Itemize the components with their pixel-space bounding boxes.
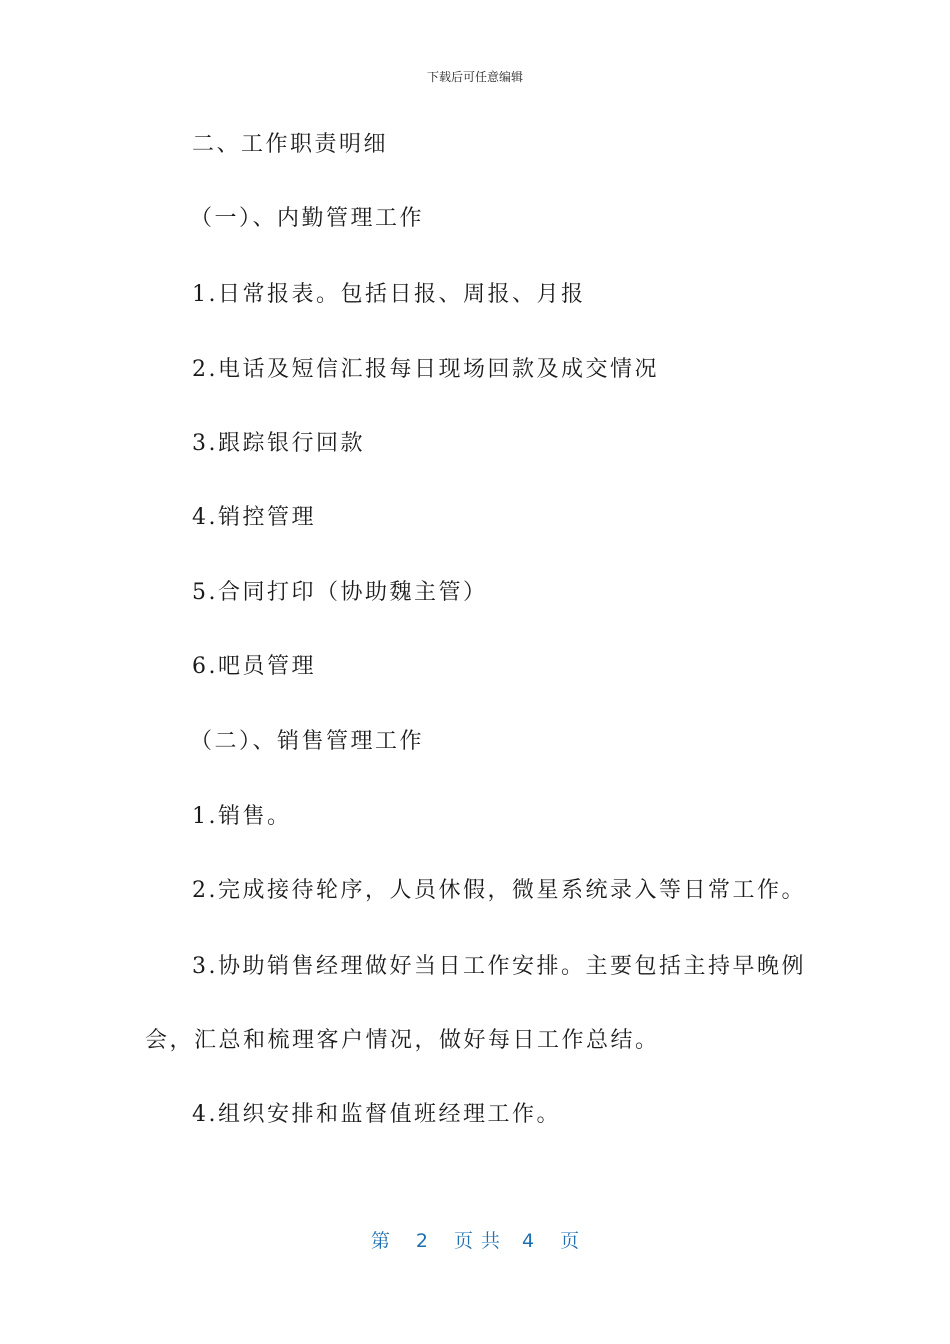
footer-page-total: 4: [522, 1230, 535, 1252]
list-item: 2.完成接待轮序，人员休假，微星系统录入等日常工作。: [192, 878, 806, 903]
list-item: 2.电话及短信汇报每日现场回款及成交情况: [192, 357, 659, 382]
footer-page-current: 2: [415, 1230, 428, 1252]
list-item: 3.跟踪银行回款: [192, 431, 365, 456]
page-footer: [0, 1226, 950, 1253]
section-heading: 二、工作职责明细: [192, 132, 389, 157]
list-item: 1.日常报表。包括日报、周报、月报: [192, 282, 586, 307]
list-item: 4.组织安排和监督值班经理工作。: [192, 1102, 561, 1127]
footer-page-middle: 页共: [453, 1230, 508, 1252]
list-item: 6.吧员管理: [192, 654, 316, 679]
list-item: 5.合同打印（协助魏主管）: [192, 580, 488, 605]
footer-page-suffix: 页: [560, 1230, 580, 1252]
header-note: 下载后可任意编辑: [426, 70, 523, 84]
list-item: 4.销控管理: [192, 505, 316, 530]
list-item: 1.销售。: [192, 804, 292, 829]
footer-page-prefix: 第: [370, 1230, 390, 1252]
subsection-heading-2: （二）、销售管理工作: [190, 729, 425, 754]
list-item: 3.协助销售经理做好当日工作安排。主要包括主持早晚例: [192, 954, 806, 979]
subsection-heading-1: （一）、内勤管理工作: [190, 206, 425, 231]
list-item-continuation: 会，汇总和梳理客户情况，做好每日工作总结。: [145, 1028, 660, 1053]
